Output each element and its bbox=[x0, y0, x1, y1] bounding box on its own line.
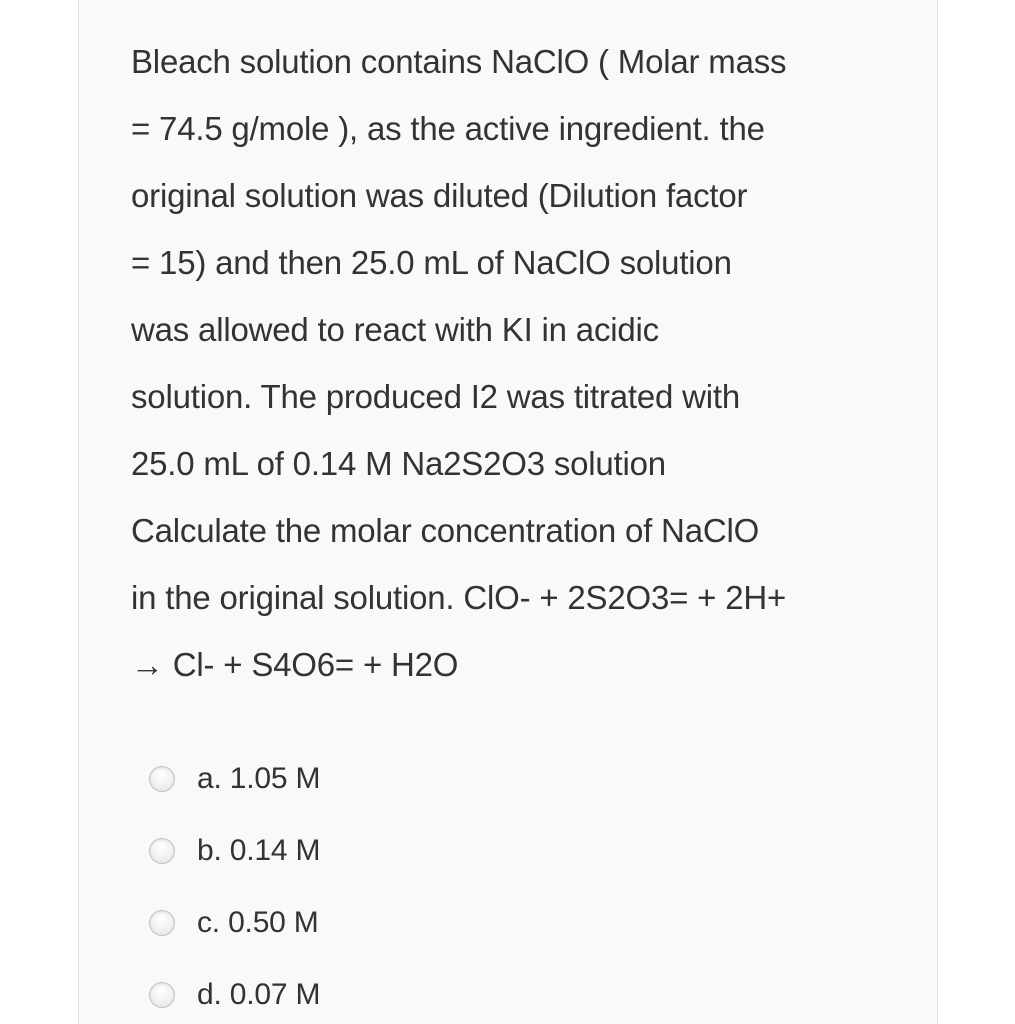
question-line: = 15) and then 25.0 mL of NaClO solution bbox=[131, 244, 732, 281]
question-line: = 74.5 g/mole ), as the active ingredient. the bbox=[131, 110, 765, 147]
answer-label-b: b. 0.14 M bbox=[197, 834, 321, 867]
answer-option-d[interactable] bbox=[149, 959, 749, 1024]
question-line: → Cl- + S4O6= + H2O bbox=[131, 646, 459, 683]
answer-option-a[interactable] bbox=[149, 743, 749, 815]
radio-button-b[interactable] bbox=[149, 838, 175, 864]
radio-button-c[interactable] bbox=[149, 910, 175, 936]
answer-option-b[interactable] bbox=[149, 815, 749, 887]
answer-label-c: c. 0.50 M bbox=[197, 906, 319, 939]
answer-label-a: a. 1.05 M bbox=[197, 762, 321, 795]
question-line: Calculate the molar concentration of NaClO bbox=[131, 512, 760, 549]
answer-label-d: d. 0.07 M bbox=[197, 978, 321, 1011]
radio-button-a[interactable] bbox=[149, 766, 175, 792]
answer-option-c[interactable] bbox=[149, 887, 749, 959]
question-line: original solution was diluted (Dilution factor bbox=[131, 177, 748, 214]
question-line: Bleach solution contains NaClO ( Molar mass bbox=[131, 43, 787, 80]
question-text bbox=[131, 28, 911, 698]
radio-button-d[interactable] bbox=[149, 982, 175, 1008]
question-line: solution. The produced I2 was titrated with bbox=[131, 378, 740, 415]
question-card bbox=[78, 0, 938, 1024]
question-line: 25.0 mL of 0.14 M Na2S2O3 solution bbox=[131, 445, 666, 482]
question-line: was allowed to react with KI in acidic bbox=[131, 311, 659, 348]
question-line: in the original solution. ClO- + 2S2O3= + 2H+ bbox=[131, 579, 787, 616]
answer-options bbox=[149, 743, 749, 1024]
